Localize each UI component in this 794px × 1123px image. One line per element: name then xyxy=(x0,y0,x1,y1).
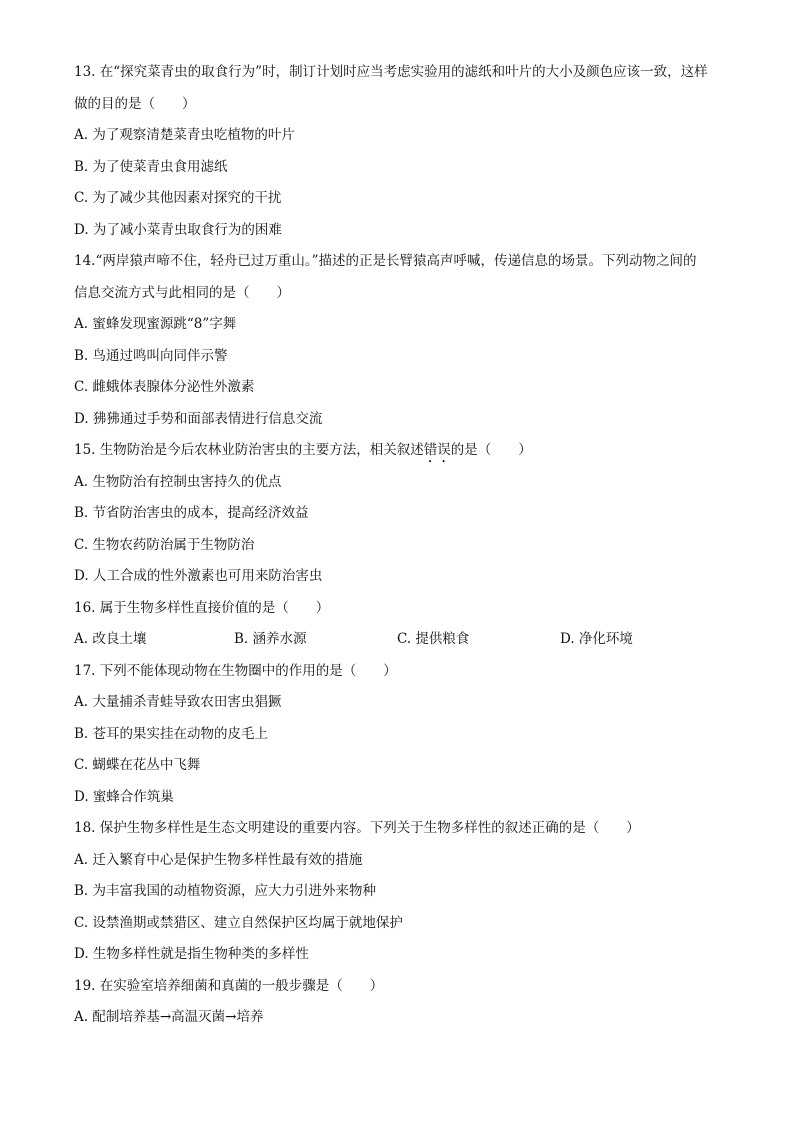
exam-page xyxy=(74,62,724,1039)
option-c: C. 蝴蝶在花丛中飞舞 xyxy=(74,757,201,773)
options-row xyxy=(74,629,724,649)
option-c: C. 提供粮食 xyxy=(397,631,470,647)
option-c: C. 雌蛾体表腺体分泌性外激素 xyxy=(74,379,255,395)
question-14 xyxy=(74,251,724,429)
question-stem: 18. 保护生物多样性是生态文明建设的重要内容。下列关于生物多样性的叙述正确的是（ ） xyxy=(74,820,640,836)
question-13 xyxy=(74,62,724,240)
question-stem: 16. 属于生物多样性直接价值的是（ ） xyxy=(74,599,330,616)
option-a: A. 蜜蜂发现蜜源跳“8”字舞 xyxy=(74,316,237,332)
option-a: A. 为了观察清楚菜青虫吃植物的叶片 xyxy=(74,127,295,143)
stem-text: 15. 生物防治是今后农林业防治害虫的主要方法，相关叙述 xyxy=(74,442,424,458)
question-16 xyxy=(74,598,724,650)
question-17 xyxy=(74,661,724,807)
question-stem: 17. 下列不能体现动物在生物圈中的作用的是（ ） xyxy=(74,662,397,679)
option-d: D. 蜜蜂合作筑巢 xyxy=(74,788,174,805)
option-d: D. 为了减小菜青虫取食行为的困难 xyxy=(74,221,282,238)
option-d: D. 狒狒通过手势和面部表情进行信息交流 xyxy=(74,410,323,427)
option-b: B. 节省防治害虫的成本，提高经济效益 xyxy=(74,505,309,521)
question-stem: 信息交流方式与此相同的是（ ） xyxy=(74,284,290,301)
option-d: D. 人工合成的性外激素也可用来防治害虫 xyxy=(74,568,323,584)
option-b: B. 为了使菜青虫食用滤纸 xyxy=(74,158,228,175)
option-a: A. 生物防治有控制虫害持久的优点 xyxy=(74,473,282,490)
option-a: A. 改良土壤 xyxy=(74,631,147,647)
option-b: B. 苍耳的果实挂在动物的皮毛上 xyxy=(74,725,269,742)
stem-text: 的是（ ） xyxy=(450,442,532,458)
option-b: B. 鸟通过鸣叫向同伴示警 xyxy=(74,347,228,364)
question-stem: 19. 在实验室培养细菌和真菌的一般步骤是（ ） xyxy=(74,977,384,994)
question-stem xyxy=(74,440,724,460)
option-c: C. 为了减少其他因素对探究的干扰 xyxy=(74,190,282,206)
question-18 xyxy=(74,818,724,964)
option-a: A. 大量捕杀青蛙导致农田害虫猖獗 xyxy=(74,694,282,710)
emphasized-word: 错误 xyxy=(423,442,451,458)
option-d: D. 生物多样性就是指生物种类的多样性 xyxy=(74,946,309,962)
question-stem: 13. 在“探究菜青虫的取食行为”时，制订计划时应当考虑实验用的滤纸和叶片的大小及颜色应该一致，这样 xyxy=(74,64,708,80)
option-a: A. 配制培养基→高温灭菌→培养 xyxy=(74,1009,264,1025)
option-b: B. 为丰富我国的动植物资源，应大力引进外来物种 xyxy=(74,883,377,899)
option-d: D. 净化环境 xyxy=(560,631,633,647)
option-c: C. 设禁渔期或禁猎区、建立自然保护区均属于就地保护 xyxy=(74,914,403,931)
question-stem: 14.“两岸猿声啼不住，轻舟已过万重山。”描述的正是长臂猿高声呼喊，传递信息的场景。下列动物之间的 xyxy=(74,253,697,269)
option-a: A. 迁入繁育中心是保护生物多样性最有效的措施 xyxy=(74,851,363,868)
question-stem: 做的目的是（ ） xyxy=(74,95,196,112)
question-15 xyxy=(74,440,724,586)
option-c: C. 生物农药防治属于生物防治 xyxy=(74,536,255,553)
question-19 xyxy=(74,976,724,1028)
option-b: B. 涵养水源 xyxy=(234,631,307,647)
